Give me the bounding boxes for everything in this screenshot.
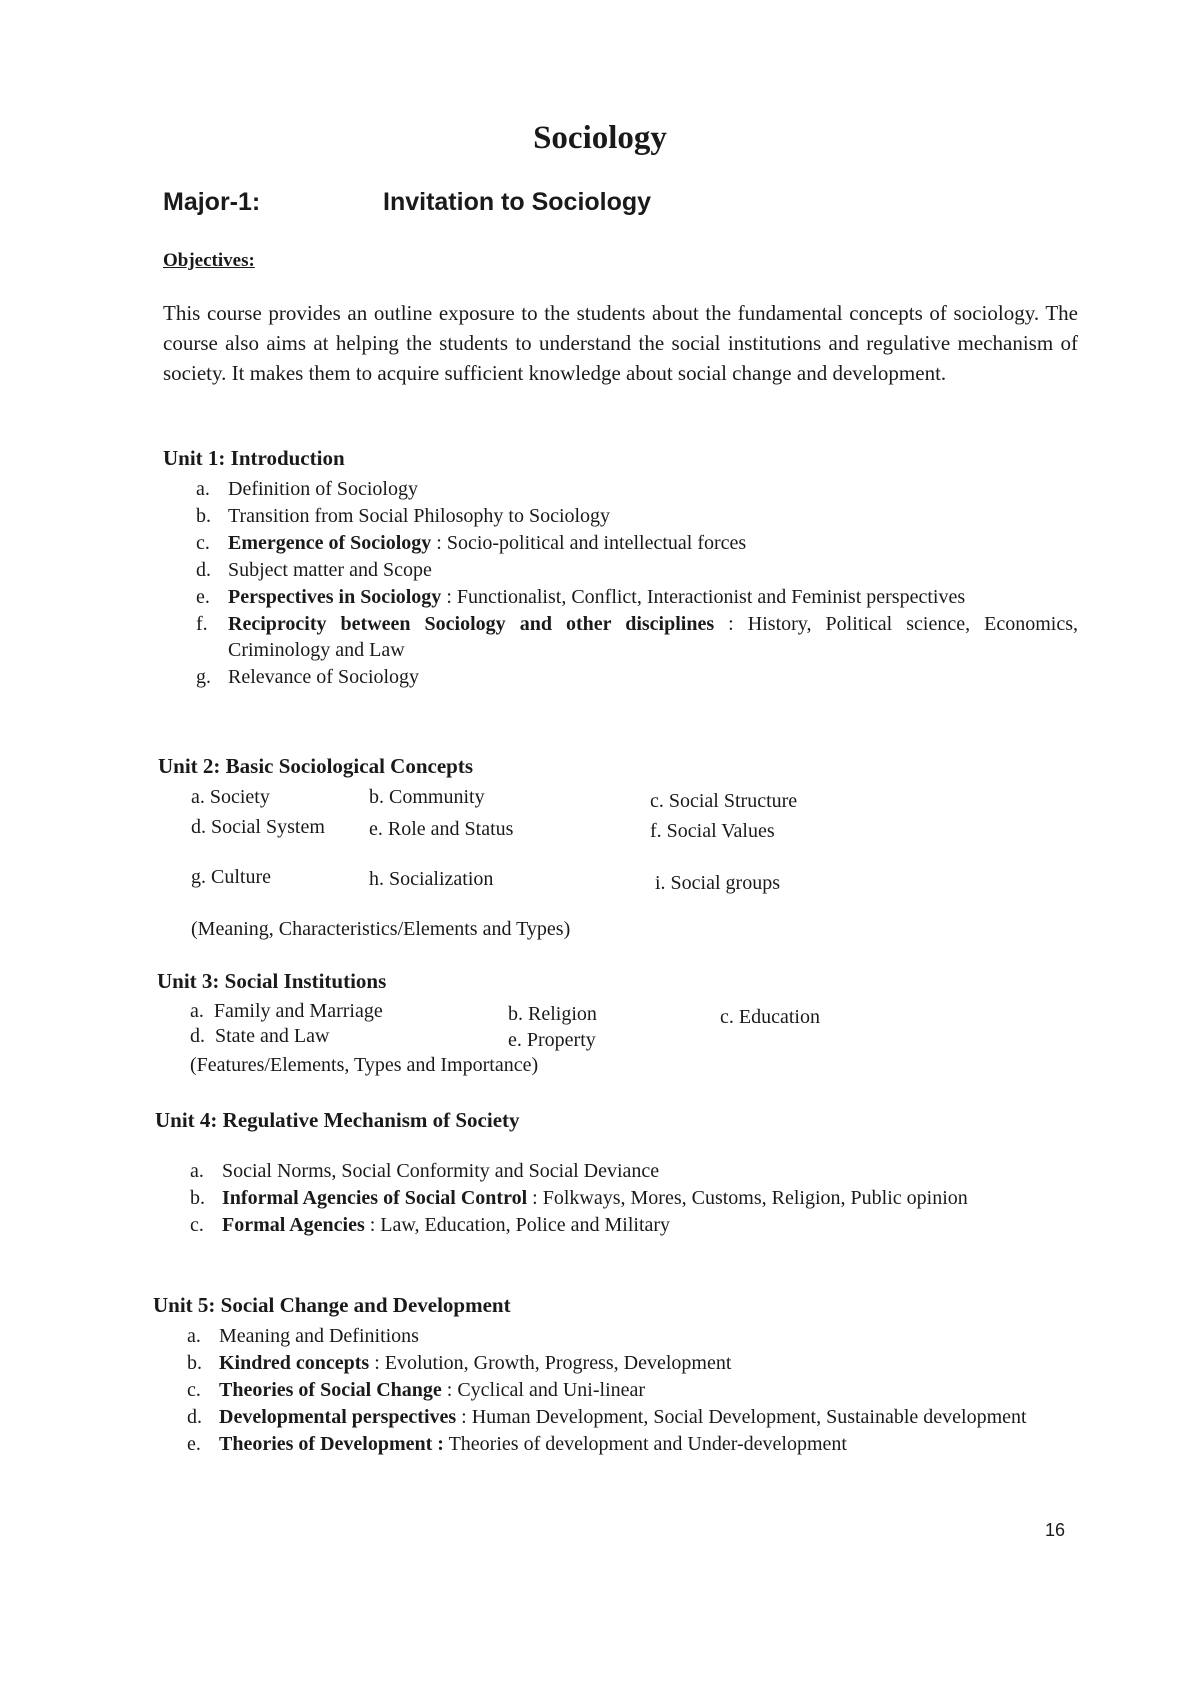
concept-cell: d. Social System xyxy=(191,816,325,838)
concept-cell: i. Social groups xyxy=(655,872,780,894)
item-text: : Evolution, Growth, Progress, Development xyxy=(369,1352,732,1374)
page-title: Sociology xyxy=(533,120,667,156)
page-number: 16 xyxy=(1045,1520,1066,1540)
institution-cell: d. State and Law xyxy=(190,1025,330,1047)
list-item xyxy=(196,611,1078,663)
course-heading xyxy=(163,188,651,217)
unit5-list xyxy=(187,1323,1072,1458)
item-text: Social Norms, Social Conformity and Social Deviance xyxy=(222,1160,660,1182)
list-item xyxy=(196,503,1078,529)
list-item xyxy=(190,1185,1072,1211)
item-text: Theories of development and Under-development xyxy=(443,1433,847,1455)
item-text: Meaning and Definitions xyxy=(219,1325,419,1347)
list-item xyxy=(196,584,1078,610)
item-text: : Functionalist, Conflict, Interactionist and Feminist perspectives xyxy=(441,586,966,608)
unit3-note: (Features/Elements, Types and Importance) xyxy=(190,1054,539,1076)
item-bold: Theories of Social Change xyxy=(219,1379,442,1401)
unit2-heading: Unit 2: Basic Sociological Concepts xyxy=(158,754,473,778)
item-text: : Human Development, Social Development, Sustainable development xyxy=(456,1406,1027,1428)
item-marker: b. xyxy=(187,1352,202,1374)
institution-cell: c. Education xyxy=(720,1006,820,1028)
unit5-heading: Unit 5: Social Change and Development xyxy=(153,1293,511,1317)
item-marker: b. xyxy=(196,505,211,527)
concept-cell: h. Socialization xyxy=(369,868,494,890)
list-item xyxy=(196,664,1078,690)
list-item xyxy=(187,1377,1072,1403)
list-item xyxy=(190,1158,1072,1184)
list-item xyxy=(196,530,1078,556)
item-bold: Formal Agencies xyxy=(222,1214,365,1236)
unit4-heading: Unit 4: Regulative Mechanism of Society xyxy=(155,1108,520,1132)
item-marker: b. xyxy=(190,1187,205,1209)
objectives-heading: Objectives: xyxy=(163,250,255,271)
unit1-heading: Unit 1: Introduction xyxy=(163,446,345,470)
list-item xyxy=(190,1212,1072,1238)
objectives-paragraph: This course provides an outline exposure to the students about the fundamental concepts of sociology. The course also aims at helping the students to understand the social institutions and regulative mechanism of society. It makes them to acquire sufficient knowledge about social change and development. xyxy=(163,301,1078,385)
list-item xyxy=(187,1323,1072,1349)
institution-cell: a. Family and Marriage xyxy=(190,1000,383,1022)
item-marker: e. xyxy=(196,586,210,608)
item-bold: Emergence of Sociology xyxy=(228,532,432,554)
concept-cell: c. Social Structure xyxy=(650,790,798,812)
item-bold: Perspectives in Sociology xyxy=(228,586,442,608)
unit2-note: (Meaning, Characteristics/Elements and Types) xyxy=(191,918,571,940)
item-text: Definition of Sociology xyxy=(228,478,418,500)
item-marker: a. xyxy=(187,1325,201,1347)
item-marker: e. xyxy=(187,1433,201,1455)
concept-cell: a. Society xyxy=(191,786,270,808)
item-marker: c. xyxy=(196,532,210,554)
list-item xyxy=(187,1350,1072,1376)
unit4-list xyxy=(190,1158,1072,1239)
institution-cell: e. Property xyxy=(508,1029,596,1051)
concept-cell: e. Role and Status xyxy=(369,818,514,840)
item-text: : Cyclical and Uni-linear xyxy=(441,1379,646,1401)
list-item xyxy=(187,1431,1072,1457)
unit1-list xyxy=(196,476,1078,691)
item-bold: Theories of Development : xyxy=(219,1433,444,1455)
institution-cell: b. Religion xyxy=(508,1003,597,1025)
item-bold: Kindred concepts xyxy=(219,1352,370,1374)
concept-cell: b. Community xyxy=(369,786,485,808)
item-text: Transition from Social Philosophy to Sociology xyxy=(228,505,611,527)
item-marker: a. xyxy=(196,478,210,500)
item-marker: c. xyxy=(187,1379,201,1401)
item-marker: d. xyxy=(196,559,211,581)
item-marker: g. xyxy=(196,666,211,688)
item-text: Relevance of Sociology xyxy=(228,666,420,688)
item-text: : History, Political science, Economics, Criminology and Law xyxy=(228,613,1078,661)
course-code: Major-1: xyxy=(163,188,261,216)
item-text: : Law, Education, Police and Military xyxy=(364,1214,671,1236)
item-text: : Folkways, Mores, Customs, Religion, Public opinion xyxy=(527,1187,968,1209)
item-marker: f. xyxy=(196,613,208,635)
item-bold: Developmental perspectives xyxy=(219,1406,457,1428)
item-text: Subject matter and Scope xyxy=(228,559,432,581)
list-item xyxy=(196,476,1078,502)
concept-cell: f. Social Values xyxy=(650,820,775,842)
item-marker: d. xyxy=(187,1406,202,1428)
course-name: Invitation to Sociology xyxy=(383,188,652,216)
concept-cell: g. Culture xyxy=(191,866,271,888)
unit3-heading: Unit 3: Social Institutions xyxy=(157,969,387,993)
list-item xyxy=(187,1404,1072,1430)
list-item xyxy=(196,557,1078,583)
item-bold: Reciprocity between Sociology and other disciplines xyxy=(228,613,715,635)
item-marker: a. xyxy=(190,1160,204,1182)
item-bold: Informal Agencies of Social Control xyxy=(222,1187,528,1209)
item-text: : Socio-political and intellectual forces xyxy=(431,532,747,554)
item-marker: c. xyxy=(190,1214,204,1236)
